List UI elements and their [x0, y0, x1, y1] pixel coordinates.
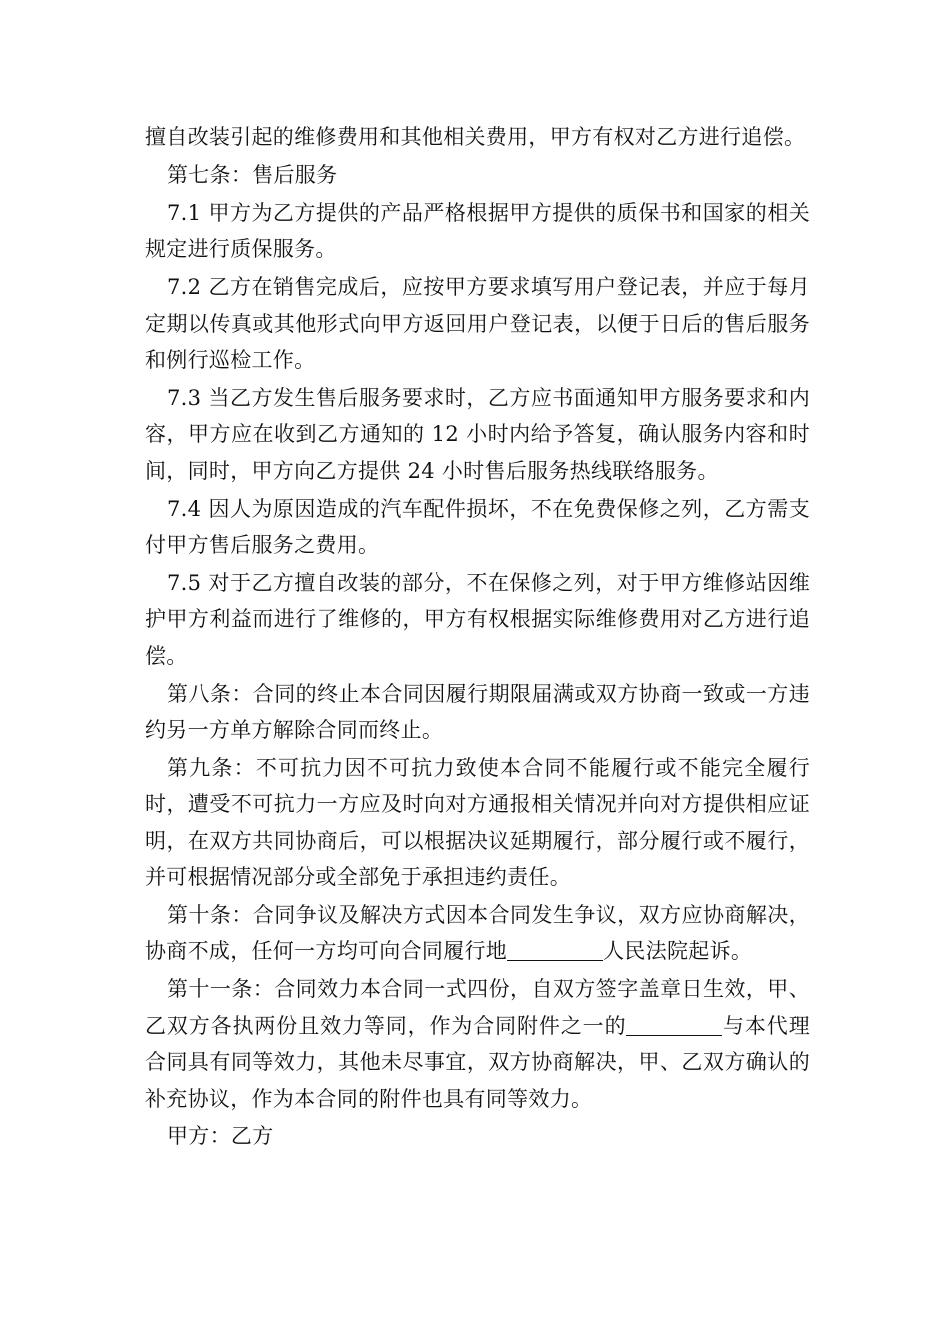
document-page — [145, 119, 810, 1156]
clause-7-3: 7.3 当乙方发生售后服务要求时，乙方应书面通知甲方服务要求和内容，甲方应在收到乙方通知的 12 小时内给予答复，确认服务内容和时间，同时，甲方向乙方提供 24 小时售后服务热线联络服务。 — [145, 385, 810, 483]
clause-7-5: 7.5 对于乙方擅自改装的部分，不在保修之列，对于甲方维修站因维护甲方利益而进行了维修的，甲方有权根据实际维修费用对乙方进行追偿。 — [145, 570, 810, 668]
court-location-blank — [507, 940, 603, 961]
article-11-text-before: 第十一条：合同效力本合同一式四份，自双方签字盖章日生效，甲、乙双方各执两份且效力等同，作为合同附件之一的 — [145, 977, 810, 1038]
article-10 — [145, 897, 810, 970]
article-11-text-after: 与本代理合同具有同等效力，其他未尽事宜，双方协商解决，甲、乙双方确认的补充协议，作为本合同的附件也具有同等效力。 — [145, 1013, 810, 1111]
signature-line: 甲方：乙方 — [167, 1124, 274, 1149]
article-9: 第九条：不可抗力因不可抗力致使本合同不能履行或不能完全履行时，遭受不可抗力一方应及时向对方通报相关情况并向对方提供相应证明，在双方共同协商后，可以根据决议延期履行，部分履行或不履行，并可根据情况部分或全部免于承担违约责任。 — [145, 755, 810, 890]
paragraph-continuation: 擅自改装引起的维修费用和其他相关费用，甲方有权对乙方进行追偿。 — [145, 125, 806, 149]
clause-7-2: 7.2 乙方在销售完成后，应按甲方要求填写用户登记表，并应于每月定期以传真或其他形式向甲方返回用户登记表，以便于日后的售后服务和例行巡检工作。 — [145, 275, 810, 372]
article-10-text-before: 第十条：合同争议及解决方式因本合同发生争议，双方应协商解决，协商不成，任何一方均可向合同履行地 — [145, 903, 810, 964]
article-8: 第八条：合同的终止本合同因履行期限届满或双方协商一致或一方违约另一方单方解除合同而终止。 — [145, 681, 810, 742]
clause-7-1: 7.1 甲方为乙方提供的产品严格根据甲方提供的质保书和国家的相关规定进行质保服务。 — [145, 200, 810, 262]
clause-7-4: 7.4 因人为原因造成的汽车配件损坏，不在免费保修之列，乙方需支付甲方售后服务之费用。 — [145, 496, 810, 557]
article-11 — [145, 971, 810, 1117]
article-7-heading: 第七条：售后服务 — [167, 162, 338, 187]
article-10-text-after: 人民法院起诉。 — [603, 939, 753, 964]
attachment-name-blank — [626, 1015, 722, 1036]
